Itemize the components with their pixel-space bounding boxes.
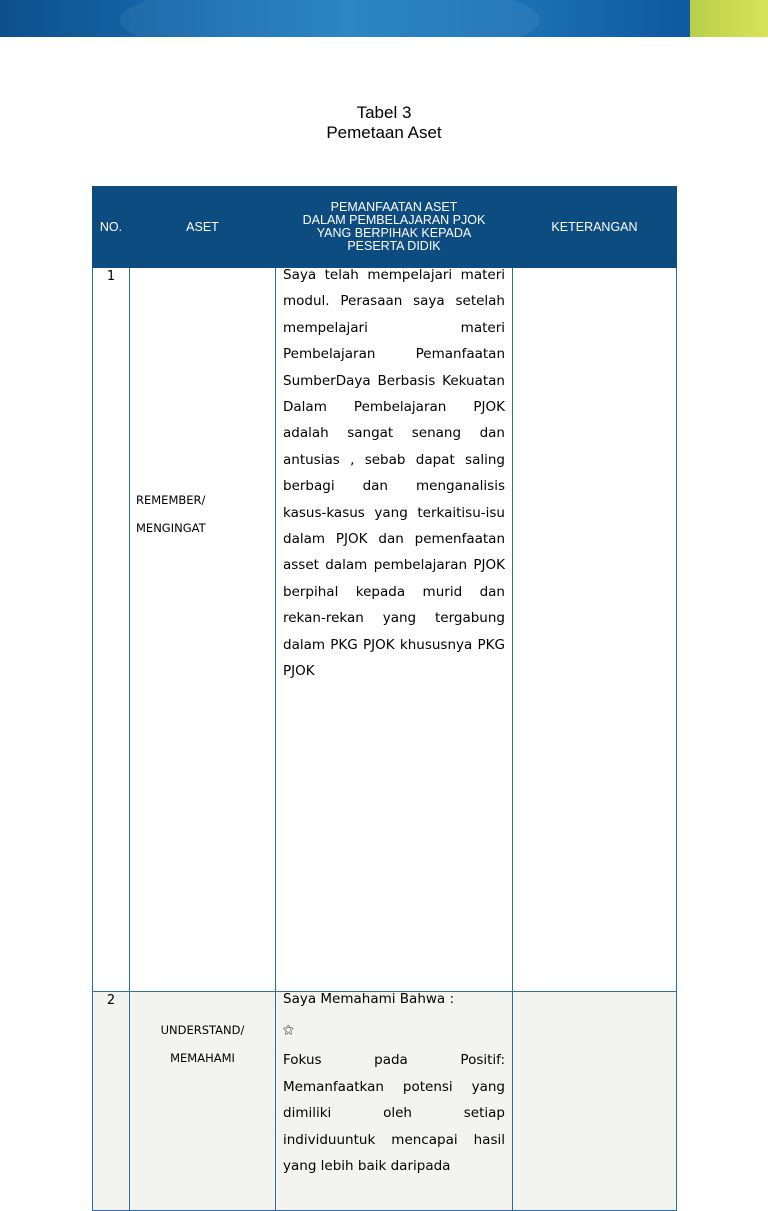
aset-label: UNDERSTAND/ bbox=[160, 1023, 245, 1037]
asset-mapping-table bbox=[92, 186, 677, 1211]
header-aset: ASET bbox=[130, 187, 276, 268]
table-number: Tabel 3 bbox=[356, 103, 412, 122]
description-cell bbox=[276, 268, 513, 992]
header-pemanfaatan-line: PESERTA DIDIK bbox=[347, 239, 441, 253]
table-row bbox=[93, 992, 677, 1211]
top-banner bbox=[0, 0, 768, 37]
banner-accent-block bbox=[690, 0, 768, 37]
description-text: Saya telah mempelajari materi modul. Perasaan saya setelah mempelajari materi Pembelajaran Pemanfaatan SumberDaya Berbasis Kekuatan Dalam Pembelajaran PJOK adalah sangat senang dan antusias , sebab dapat saling berbagi dan menganalisis kasus-kasus yang terkaitisu-isu dalam PJOK dan pemenfaatan asset dalam pembelajaran PJOK berpihal kepada murid dan rekan-rekan yang tergabung dalam PKG PJOK khususnya PKG PJOK bbox=[283, 267, 505, 680]
header-no: NO. bbox=[93, 187, 130, 268]
table-title: Pemetaan Aset bbox=[326, 123, 442, 142]
header-keterangan: KETERANGAN bbox=[513, 187, 677, 268]
keterangan-cell bbox=[513, 992, 677, 1211]
description-lead: Saya Memahami Bahwa : bbox=[283, 992, 455, 1007]
table-header-row bbox=[93, 187, 677, 268]
aset-cell bbox=[130, 268, 276, 992]
description-cell bbox=[276, 992, 513, 1211]
header-pemanfaatan-line: DALAM PEMBELAJARAN PJOK bbox=[302, 213, 486, 227]
row-number: 2 bbox=[93, 992, 130, 1211]
aset-cell bbox=[130, 992, 276, 1211]
table-caption bbox=[0, 103, 768, 143]
aset-label: MEMAHAMI bbox=[170, 1051, 235, 1065]
row-number: 1 bbox=[93, 268, 130, 992]
header-pemanfaatan-line: PEMANFAATAN ASET bbox=[330, 200, 458, 214]
keterangan-cell bbox=[513, 268, 677, 992]
aset-label: REMEMBER/ bbox=[136, 493, 206, 507]
aset-label: MENGINGAT bbox=[136, 521, 206, 535]
header-pemanfaatan-line: YANG BERPIHAK KEPADA bbox=[316, 226, 472, 240]
table-row bbox=[93, 268, 677, 992]
bullet-icon: ⚝ bbox=[283, 1023, 294, 1037]
description-text: Fokus pada Positif: Memanfaatkan potensi yang dimiliki oleh setiap individuuntuk mencapai hasil yang lebih baik daripada bbox=[283, 1052, 505, 1175]
header-pemanfaatan bbox=[276, 187, 513, 268]
banner-wave-decoration bbox=[120, 0, 540, 37]
